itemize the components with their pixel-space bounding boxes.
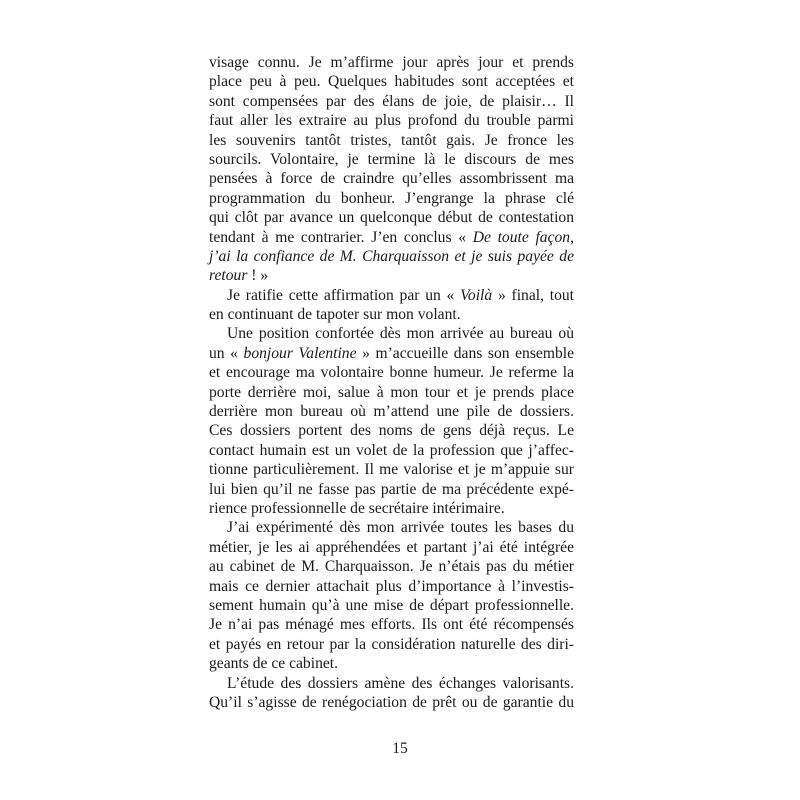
italic-text-segment: retour xyxy=(209,267,248,285)
text-line xyxy=(209,654,574,673)
text-line xyxy=(209,480,574,499)
text-segment: mais ce dernier attachait plus d’importance à l’investis- xyxy=(209,577,574,595)
text-line xyxy=(209,538,574,557)
text-line xyxy=(209,208,574,227)
text-segment: sement humain qu’à une mise de départ professionnelle. xyxy=(209,596,574,614)
text-line xyxy=(209,169,574,188)
text-line xyxy=(209,189,574,208)
text-segment: contact humain est un volet de la profession que j’affec- xyxy=(209,441,574,459)
text-line xyxy=(209,441,574,460)
page-number: 15 xyxy=(392,740,408,757)
text-line xyxy=(209,421,574,440)
body-text xyxy=(209,53,574,712)
text-segment: Ces dossiers portent des noms de gens déjà reçus. Le xyxy=(209,422,574,440)
text-segment: les souvenirs tantôt tristes, tantôt gais. Je fronce les xyxy=(209,131,574,149)
text-segment: et encourage ma volontaire bonne humeur. Je referme la xyxy=(209,364,574,382)
text-line xyxy=(209,635,574,654)
text-line xyxy=(209,596,574,615)
text-segment: sont compensées par des élans de joie, de plaisir… Il xyxy=(209,92,574,110)
text-segment: et payés en retour par la considération naturelle des diri- xyxy=(209,635,574,653)
italic-text-segment: Voilà xyxy=(460,286,493,304)
text-segment: qui clôt par avance un quelconque début de contestation xyxy=(209,209,574,227)
text-segment: au cabinet de M. Charquaisson. Je n’étais pas du métier xyxy=(209,558,574,576)
text-line xyxy=(209,344,574,363)
text-line xyxy=(209,150,574,169)
italic-text-segment: bonjour Valentine xyxy=(243,344,357,362)
text-line xyxy=(209,266,574,285)
text-segment: programmation du bonheur. J’engrange la phrase clé xyxy=(209,189,574,207)
text-line xyxy=(209,228,574,247)
text-line xyxy=(209,615,574,634)
text-segment: place peu à peu. Quelques habitudes sont acceptées et xyxy=(209,73,574,91)
text-segment: pensées à force de craindre qu’elles assombrissent ma xyxy=(209,170,574,188)
text-line xyxy=(209,111,574,130)
italic-text-segment: j’ai la confiance de M. Charquaisson et je suis payée de xyxy=(209,247,574,265)
text-line xyxy=(209,92,574,111)
text-line xyxy=(209,53,574,72)
text-segment: ! » xyxy=(247,267,269,285)
text-line xyxy=(209,247,574,266)
text-segment: faut aller les extraire au plus profond du trouble parmi xyxy=(209,112,574,130)
text-segment: visage connu. Je m’affirme jour après jour et prends xyxy=(209,54,574,71)
italic-text-segment: De toute façon, xyxy=(472,228,574,246)
text-line xyxy=(209,402,574,421)
text-segment: Une position confortée dès mon arrivée au bureau où xyxy=(227,325,574,343)
text-segment: L’étude des dossiers amène des échanges valorisants. xyxy=(227,674,574,692)
text-line xyxy=(209,674,574,693)
text-line xyxy=(209,518,574,537)
text-segment: Je ratifie cette affirmation par un « xyxy=(227,286,461,304)
text-segment: Je n’ai pas ménagé mes efforts. Ils ont été récompensés xyxy=(209,616,574,634)
text-segment: métier, je les ai appréhendées et partant j’ai été intégrée xyxy=(209,538,574,556)
text-line xyxy=(209,499,574,518)
text-segment: rience professionnelle de secrétaire intérimaire. xyxy=(209,499,505,517)
text-segment: » final, tout xyxy=(492,286,574,304)
text-line xyxy=(209,693,574,712)
text-segment: en continuant de tapoter sur mon volant. xyxy=(209,306,461,324)
text-line xyxy=(209,363,574,382)
text-segment: J’ai expérimenté dès mon arrivée toutes les bases du xyxy=(227,519,574,537)
text-line xyxy=(209,131,574,150)
text-segment: derrière mon bureau où m’attend une pile de dossiers. xyxy=(209,403,574,421)
text-segment: geants de ce cabinet. xyxy=(209,655,339,673)
text-line xyxy=(209,305,574,324)
text-line xyxy=(209,460,574,479)
text-segment: porte derrière moi, salue à mon tour et je prends place xyxy=(209,383,574,401)
text-segment: un « xyxy=(209,344,244,362)
text-line xyxy=(209,577,574,596)
text-segment: sourcils. Volontaire, je termine là le discours de mes xyxy=(209,150,574,168)
text-segment: lui bien qu’il ne fasse pas partie de ma précédente expé- xyxy=(209,480,574,498)
text-line xyxy=(209,324,574,343)
text-segment: tendant à me contrarier. J’en conclus « xyxy=(209,228,473,246)
text-segment: tionne particulièrement. Il me valorise et je m’appuie sur xyxy=(209,461,574,479)
text-segment: » m’accueille dans son ensemble xyxy=(356,344,575,362)
text-line xyxy=(209,286,574,305)
text-line xyxy=(209,72,574,91)
text-line xyxy=(209,383,574,402)
text-line xyxy=(209,557,574,576)
text-segment: Qu’il s’agisse de renégociation de prêt ou de garantie du xyxy=(209,693,574,711)
